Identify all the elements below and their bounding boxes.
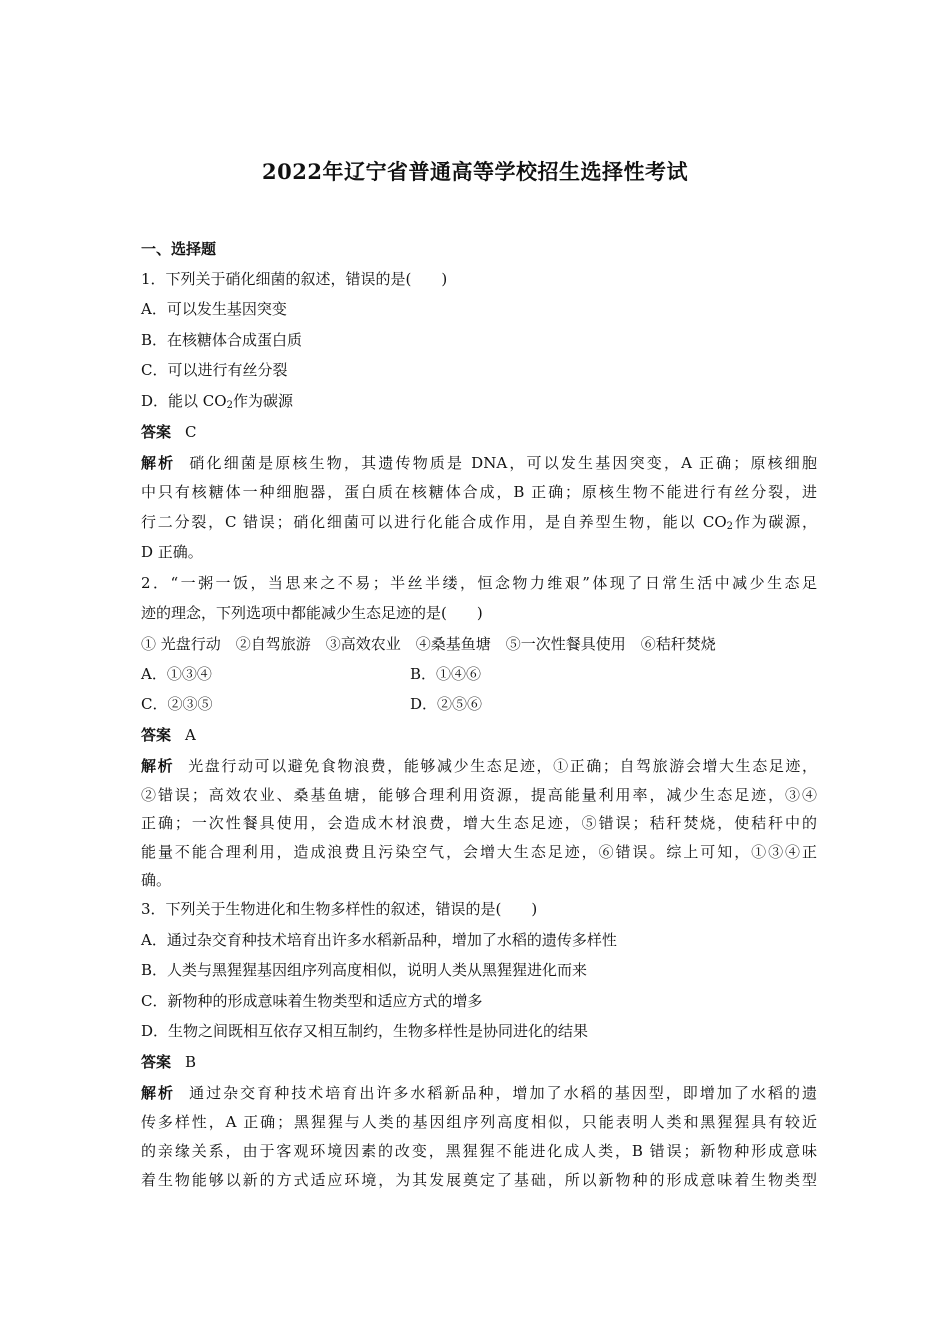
q2-stem-line: 迹的理念，下列选项中都能减少生态足迹的是( )	[141, 604, 483, 622]
q1-option-b: B．在核糖体合成蛋白质	[141, 331, 303, 349]
q2-analysis-line: 确。	[141, 871, 172, 889]
q2-stem-line: 2．“一粥一饭，当思来之不易；半丝半缕，恒念物力维艰”体现了日常生活中减少生态足	[141, 574, 817, 592]
page-title: 2022年辽宁省普通高等学校招生选择性考试	[262, 159, 688, 184]
q3-stem: 3．下列关于生物进化和生物多样性的叙述，错误的是( )	[141, 900, 538, 918]
q3-answer: 答案 B	[141, 1053, 197, 1071]
q2-items: ① 光盘行动 ②自驾旅游 ③高效农业 ④桑基鱼塘 ⑤一次性餐具使用 ⑥秸秆焚烧	[141, 635, 716, 653]
q2-option-d: D．②⑤⑥	[410, 695, 483, 713]
q2-option-b: B．①④⑥	[410, 665, 482, 683]
q1-analysis-line: 中只有核糖体一种细胞器，蛋白质在核糖体合成，B 正确；原核生物不能进行有丝分裂，进	[141, 483, 817, 501]
q2-analysis-line: ②错误；高效农业、桑基鱼塘，能够合理利用资源，提高能量利用率，减少生态足迹，③④	[141, 786, 817, 804]
q1-analysis-line: D 正确。	[141, 543, 203, 561]
q3-option-b: B．人类与黑猩猩基因组序列高度相似，说明人类从黑猩猩进化而来	[141, 961, 588, 979]
q3-analysis-line: 传多样性，A 正确；黑猩猩与人类的基因组序列高度相似，只能表明人类和黑猩猩具有较近	[141, 1113, 817, 1131]
q2-analysis-line: 正确；一次性餐具使用，会造成木材浪费，增大生态足迹，⑤错误；秸秆焚烧，使秸秆中的	[141, 814, 817, 832]
q3-analysis-line: 的亲缘关系，由于客观环境因素的改变，黑猩猩不能进化成人类，B 错误；新物种形成意味	[141, 1142, 817, 1160]
q3-option-d: D．生物之间既相互依存又相互制约，生物多样性是协同进化的结果	[141, 1022, 589, 1040]
q1-stem: 1．下列关于硝化细菌的叙述，错误的是( )	[141, 270, 448, 288]
q1-analysis-line: 行二分裂，C 错误；硝化细菌可以进行化能合成作用，是自养型生物，能以 $CO_2$作为碳源，	[141, 513, 817, 532]
q3-analysis-line: 着生物能够以新的方式适应环境，为其发展奠定了基础，所以新物种的形成意味着生物类型	[141, 1171, 817, 1189]
section-heading: 一、选择题	[141, 240, 217, 258]
q3-analysis-line: 解析 通过杂交育种技术培育出许多水稻新品种，增加了水稻的基因型，即增加了水稻的遗	[141, 1084, 817, 1102]
q1-analysis-line: 解析 硝化细菌是原核生物，其遗传物质是 DNA，可以发生基因突变，A 正确；原核细胞	[141, 454, 817, 472]
q3-option-c: C．新物种的形成意味着生物类型和适应方式的增多	[141, 992, 483, 1010]
q2-analysis-line: 能量不能合理利用，造成浪费且污染空气，会增大生态足迹，⑥错误。综上可知，①③④正	[141, 843, 817, 861]
q2-option-c: C．②③⑤	[141, 695, 213, 713]
q1-option-d: D．能以 $CO_2$作为碳源	[141, 392, 293, 411]
q1-option-c: C．可以进行有丝分裂	[141, 361, 288, 379]
q2-option-a: A．①③④	[141, 665, 212, 683]
q1-answer: 答案 C	[141, 423, 197, 441]
q1-option-a: A．可以发生基因突变	[141, 300, 287, 318]
q2-analysis-line: 解析 光盘行动可以避免食物浪费，能够减少生态足迹，①正确；自驾旅游会增大生态足迹，	[141, 757, 817, 775]
q2-answer: 答案 A	[141, 726, 196, 744]
q3-option-a: A．通过杂交育种技术培育出许多水稻新品种，增加了水稻的遗传多样性	[141, 931, 617, 949]
